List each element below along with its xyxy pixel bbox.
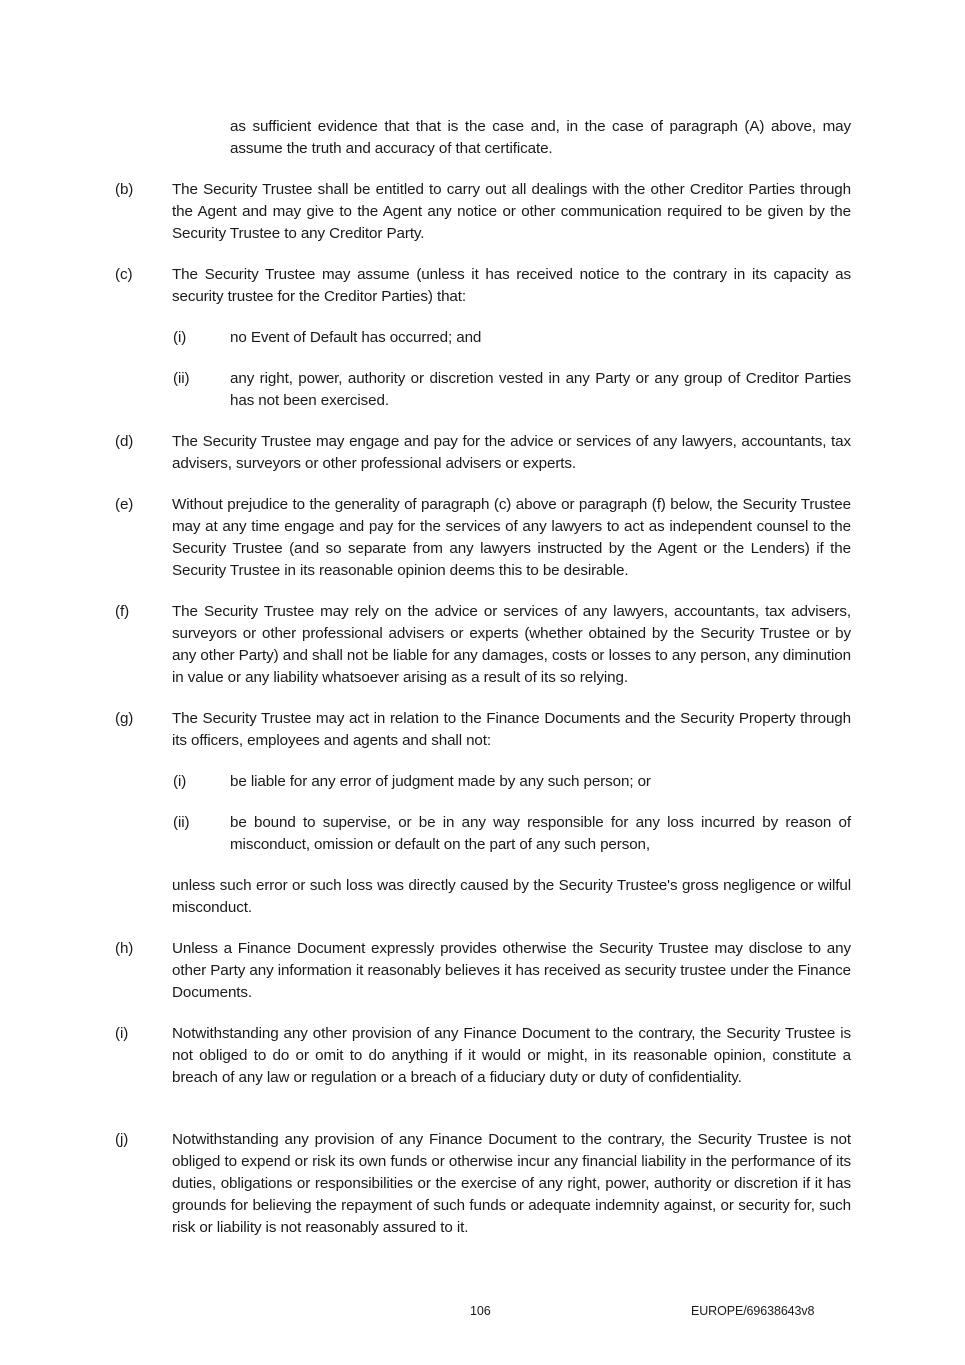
paragraph-text-b: The Security Trustee shall be entitled to carry out all dealings with the other Creditor Parties through the Agent and may give to the Agent any notice or other communication required to be given by the Security Trustee to any Creditor Party. [172,181,851,242]
subparagraph-label-g-ii: (ii) [173,814,190,831]
subparagraph-text-c-i: no Event of Default has occurred; and [230,329,482,346]
paragraph-label-b: (b) [115,181,134,198]
page-number: 106 [470,1304,491,1318]
paragraph-text-g: The Security Trustee may act in relation to the Finance Documents and the Security Property through its officers, employees and agents and shall not: [172,710,851,749]
paragraph-label-c: (c) [115,266,133,283]
paragraph-text-c: The Security Trustee may assume (unless it has received notice to the contrary in its capacity as security trustee for the Creditor Parties) that: [172,266,851,305]
subparagraph-text-g-i: be liable for any error of judgment made by any such person; or [230,773,651,790]
paragraph-label-e: (e) [115,496,134,513]
paragraph-text-d: The Security Trustee may engage and pay for the advice or services of any lawyers, accountants, tax advisers, surveyors or other professional advisers or experts. [172,433,851,472]
paragraph-label-g: (g) [115,710,134,727]
paragraph-label-f: (f) [115,603,130,620]
continuation-text: as sufficient evidence that that is the case and, in the case of paragraph (A) above, may assume the truth and accuracy of that certificate. [230,118,851,157]
subparagraph-text-g-ii: be bound to supervise, or be in any way responsible for any loss incurred by reason of misconduct, omission or default on the part of any such person, [230,814,851,853]
subparagraph-label-g-i: (i) [173,773,187,790]
paragraph-text-f: The Security Trustee may rely on the advice or services of any lawyers, accountants, tax advisers, surveyors or other professional advisers or experts (whether obtained by the Security Trustee or by any other Party) and shall not be liable for any damages, costs or losses to any person, any diminution in value or any liability whatsoever arising as a result of its so relying. [172,603,851,686]
paragraph-text-e: Without prejudice to the generality of paragraph (c) above or paragraph (f) below, the Security Trustee may at any time engage and pay for the services of any lawyers to act as independent counsel to the Security Trustee (and so separate from any lawyers instructed by the Agent or the Lenders) if the Security Trustee in its reasonable opinion deems this to be desirable. [172,496,851,579]
paragraph-label-i: (i) [115,1025,129,1042]
subparagraph-text-c-ii: any right, power, authority or discretion vested in any Party or any group of Creditor Parties has not been exercised. [230,370,851,409]
paragraph-label-j: (j) [115,1131,129,1148]
paragraph-text-i: Notwithstanding any other provision of any Finance Document to the contrary, the Security Trustee is not obliged to do or omit to do anything if it would or might, in its reasonable opinion, constitute a breach of any law or regulation or a breach of a fiduciary duty or duty of confidentiality. [172,1025,851,1086]
paragraph-text-h: Unless a Finance Document expressly provides otherwise the Security Trustee may disclose to any other Party any information it reasonably believes it has received as security trustee under the Finance Documents. [172,940,851,1001]
paragraph-label-d: (d) [115,433,134,450]
subparagraph-label-c-ii: (ii) [173,370,190,387]
paragraph-tail-g: unless such error or such loss was directly caused by the Security Trustee's gross negligence or wilful misconduct. [172,877,851,916]
paragraph-label-h: (h) [115,940,134,957]
document-reference: EUROPE/69638643v8 [691,1304,815,1318]
paragraph-text-j: Notwithstanding any provision of any Finance Document to the contrary, the Security Trustee is not obliged to expend or risk its own funds or otherwise incur any financial liability in the performance of its duties, obligations or responsibilities or the exercise of any right, power, authority or discretion if it has grounds for believing the repayment of such funds or adequate indemnity against, or security for, such risk or liability is not reasonably assured to it. [172,1131,851,1236]
subparagraph-label-c-i: (i) [173,329,187,346]
